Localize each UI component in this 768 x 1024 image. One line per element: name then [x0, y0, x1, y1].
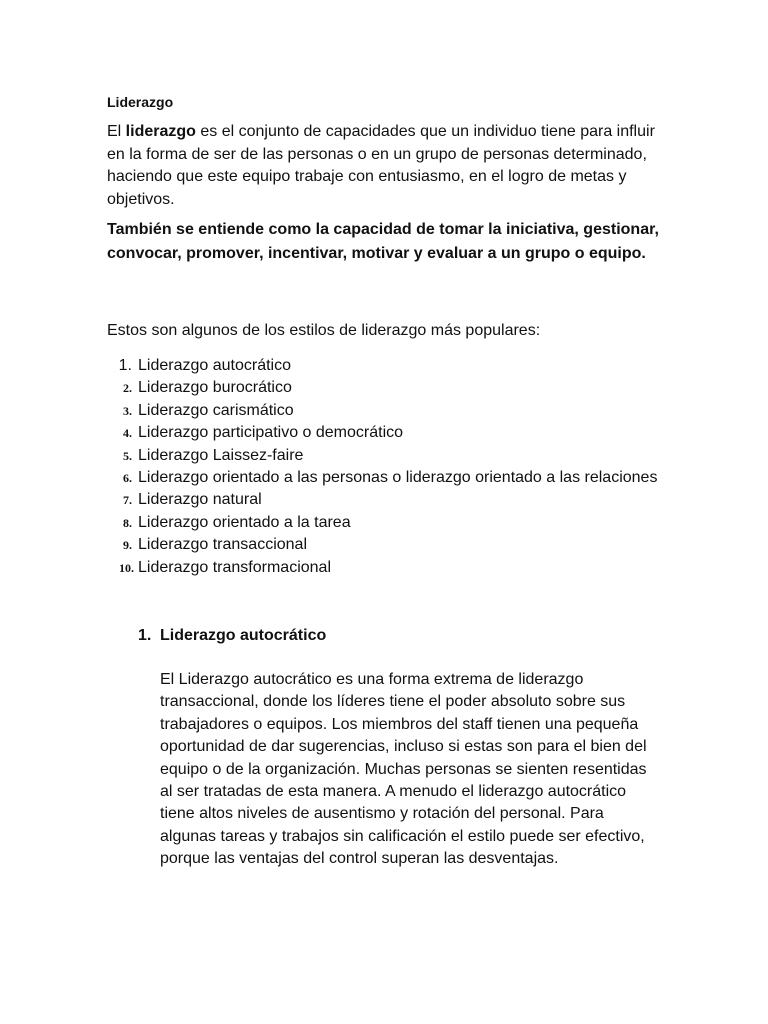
list-item-text: Liderazgo transaccional: [138, 536, 307, 554]
list-item-text: Liderazgo transformacional: [138, 558, 331, 576]
list-item-text: Liderazgo natural: [138, 491, 262, 509]
list-item-number: 8.: [123, 515, 132, 530]
list-item: [107, 557, 667, 579]
list-item-text: Liderazgo Laissez-faire: [138, 446, 304, 464]
list-item: [107, 445, 667, 467]
list-item-text: Liderazgo participativo o democrático: [138, 424, 404, 442]
intro-prefix: El: [107, 123, 126, 140]
list-item: [107, 534, 667, 556]
intro-rest: es el conjunto de capacidades que un individuo tiene para influir en la forma de ser de las personas o en un grupo de personas determinado, haciendo que este equipo trabaje con entusiasmo, en el logro de metas y objetivos.: [107, 123, 655, 208]
list-item-text: Liderazgo carismático: [138, 401, 294, 419]
list-item-number: 6.: [123, 471, 132, 486]
list-item: [107, 355, 667, 377]
list-item: [107, 489, 667, 511]
list-item-number: 9.: [123, 538, 132, 553]
list-item: [107, 377, 667, 399]
list-item: [107, 422, 667, 444]
list-item-number: 2.: [123, 381, 132, 396]
list-item-text: Liderazgo orientado a la tarea: [138, 513, 351, 531]
intro-term: liderazgo: [125, 123, 196, 140]
list-item: [107, 400, 667, 422]
list-item-number: 4.: [123, 426, 132, 441]
section-body-paragraph: El Liderazgo autocrático es una forma extrema de liderazgo transaccional, donde los líderes tiene el poder absoluto sobre sus trabajadores o equipos. Los miembros del staff tienen una pequeña oportunidad de dar sugerencias, incluso si estas son para el bien del equipo o de la organización. Muchas personas se sienten resentidas al ser tratadas de esta manera. A menudo el liderazgo autocrático tiene altos niveles de ausentismo y rotación del personal. Para algunas tareas y trabajos sin calificación el estilo puede ser efectivo, porque las ventajas del control superan las desventajas.: [160, 671, 647, 868]
styles-intro-text: Estos son algunos de los estilos de liderazgo más populares:: [107, 322, 541, 339]
list-item-number: 10.: [119, 560, 134, 575]
list-item: [107, 512, 667, 534]
list-item-number: 7.: [123, 493, 132, 508]
list-item-number: 5.: [123, 448, 132, 463]
section-heading: [138, 625, 326, 647]
list-item-number: 3.: [123, 403, 132, 418]
list-item-text: Liderazgo burocrático: [138, 379, 292, 397]
list-item-text: Liderazgo autocrático: [138, 357, 291, 374]
definition-bold-paragraph: También se entiende como la capacidad de tomar la iniciativa, gestionar, convocar, promover, incentivar, motivar y evaluar a un grupo o equipo.: [107, 221, 659, 262]
list-item-text: Liderazgo orientado a las personas o liderazgo orientado a las relaciones: [138, 469, 658, 487]
list-item: [107, 467, 667, 489]
intro-paragraph: [107, 121, 667, 211]
section-number: 1.: [138, 627, 152, 644]
leadership-styles-list: [107, 355, 667, 579]
document-heading: Liderazgo: [107, 94, 174, 110]
list-item-number: 1.: [118, 357, 132, 374]
section-title: Liderazgo autocrático: [160, 627, 327, 644]
